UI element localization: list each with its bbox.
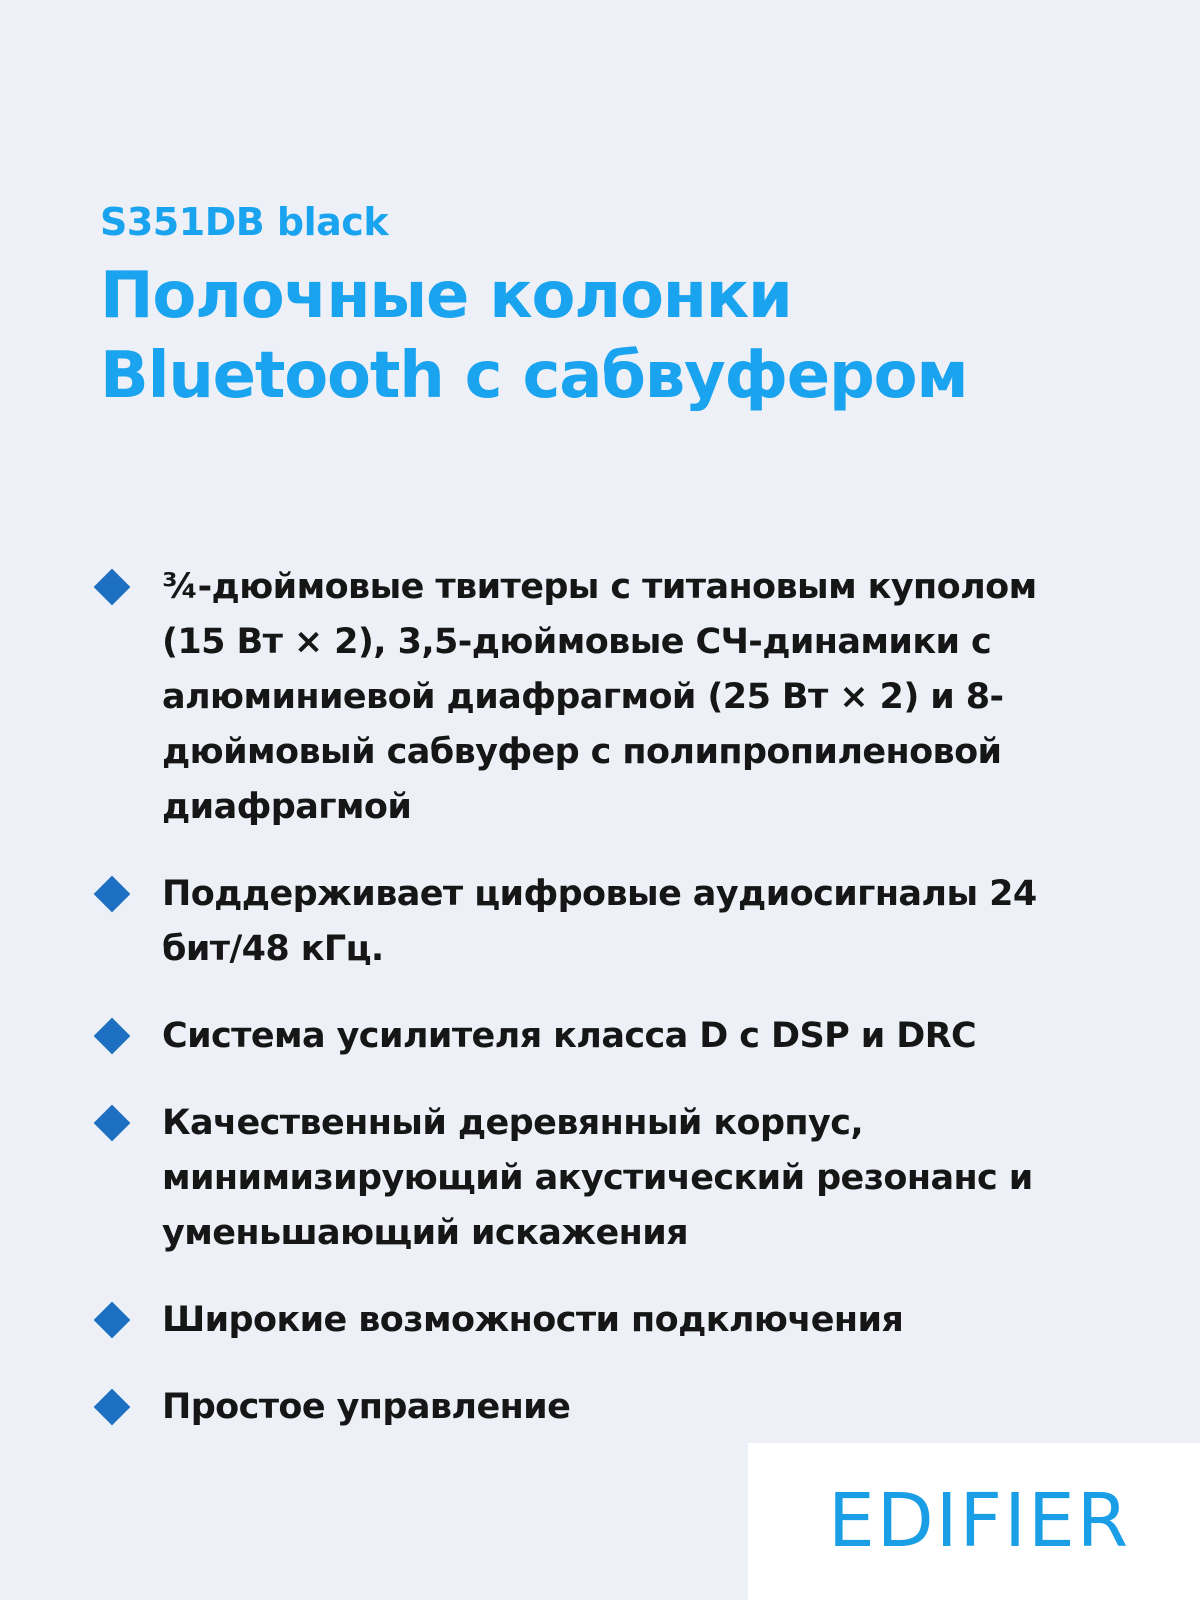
diamond-bullet-icon [94, 876, 131, 913]
feature-list [92, 560, 1092, 1467]
diamond-bullet-icon [94, 569, 131, 606]
feature-text: Поддерживает цифровые аудиосигналы 24 бит/48 кГц. [162, 874, 1037, 969]
feature-item [92, 560, 1092, 835]
brand-logo-panel [748, 1443, 1200, 1600]
diamond-bullet-icon [94, 1389, 131, 1426]
diamond-bullet-icon [94, 1302, 131, 1339]
edifier-logo: EDIFIER [828, 1478, 1131, 1564]
feature-item [92, 1009, 1092, 1064]
feature-text: Качественный деревянный корпус, минимизирующий акустический резонанс и уменьшающий искажения [162, 1103, 1033, 1253]
feature-item [92, 1380, 1092, 1435]
feature-item [92, 1096, 1092, 1261]
feature-text: Простое управление [162, 1387, 571, 1427]
headline-line-1: Полочные колонки [100, 259, 792, 333]
diamond-bullet-icon [94, 1105, 131, 1142]
feature-text: Широкие возможности подключения [162, 1300, 904, 1340]
feature-item [92, 867, 1092, 977]
model-name: S351DB black [100, 200, 389, 244]
feature-item [92, 1293, 1092, 1348]
headline-line-2: Bluetooth с сабвуфером [100, 339, 968, 413]
diamond-bullet-icon [94, 1018, 131, 1055]
feature-text: ¾-дюймовые твитеры с титановым куполом (15 Вт × 2), 3,5-дюймовые СЧ-динамики с алюминиевой диафрагмой (25 Вт × 2) и 8-дюймовый сабвуфер с полипропиленовой диафрагмой [162, 567, 1037, 827]
headline [100, 256, 968, 416]
feature-text: Система усилителя класса D с DSP и DRC [162, 1016, 977, 1056]
